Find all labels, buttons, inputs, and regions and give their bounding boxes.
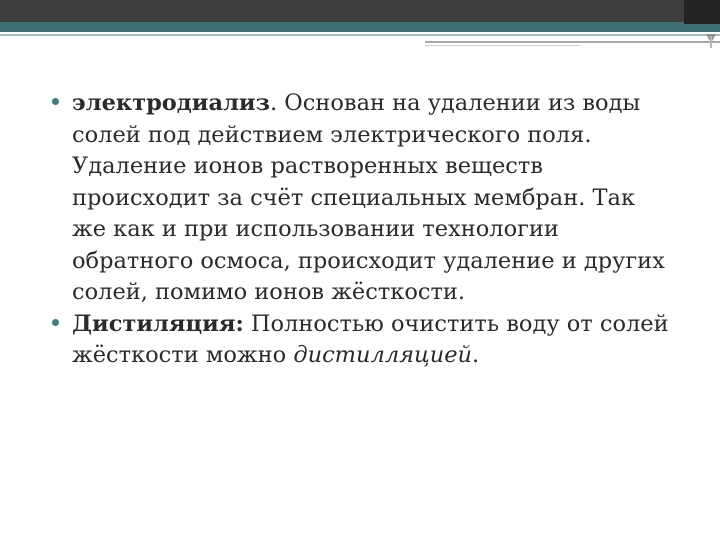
bullet-item-electrodialysis: [52, 88, 672, 309]
bullet-text: Полностью очистить воду от солей жёсткости можно: [72, 310, 669, 368]
slide-body: [52, 88, 672, 372]
bullet-term: электродиализ: [72, 90, 270, 116]
bullet-term-suffix: .: [270, 90, 278, 116]
bullet-dot-icon: [52, 319, 59, 326]
bullet-text-end: .: [472, 342, 480, 368]
bullet-emphasis: дистилляцией: [293, 342, 473, 368]
bullet-dot-icon: [52, 98, 59, 105]
dark-corner-block: [684, 0, 720, 24]
bullet-item-distillation: [52, 309, 672, 372]
decor-line-gray: [425, 41, 720, 43]
decor-line-teal: [0, 34, 720, 36]
bullet-text: Основан на удалении из воды солей под действием электрического поля. Удаление ионов растворенных веществ происходит за счёт специальных мембран. Так же как и при использовании технологии обратного осмоса, происходит удаление и других солей, помимо ионов жёсткости.: [72, 90, 665, 305]
top-decor-band: [0, 0, 720, 24]
decor-line-light: [425, 45, 580, 46]
teal-accent-band: [0, 22, 720, 32]
bullet-term: Дистиляция:: [72, 310, 244, 337]
decor-right-strip: [710, 36, 712, 48]
